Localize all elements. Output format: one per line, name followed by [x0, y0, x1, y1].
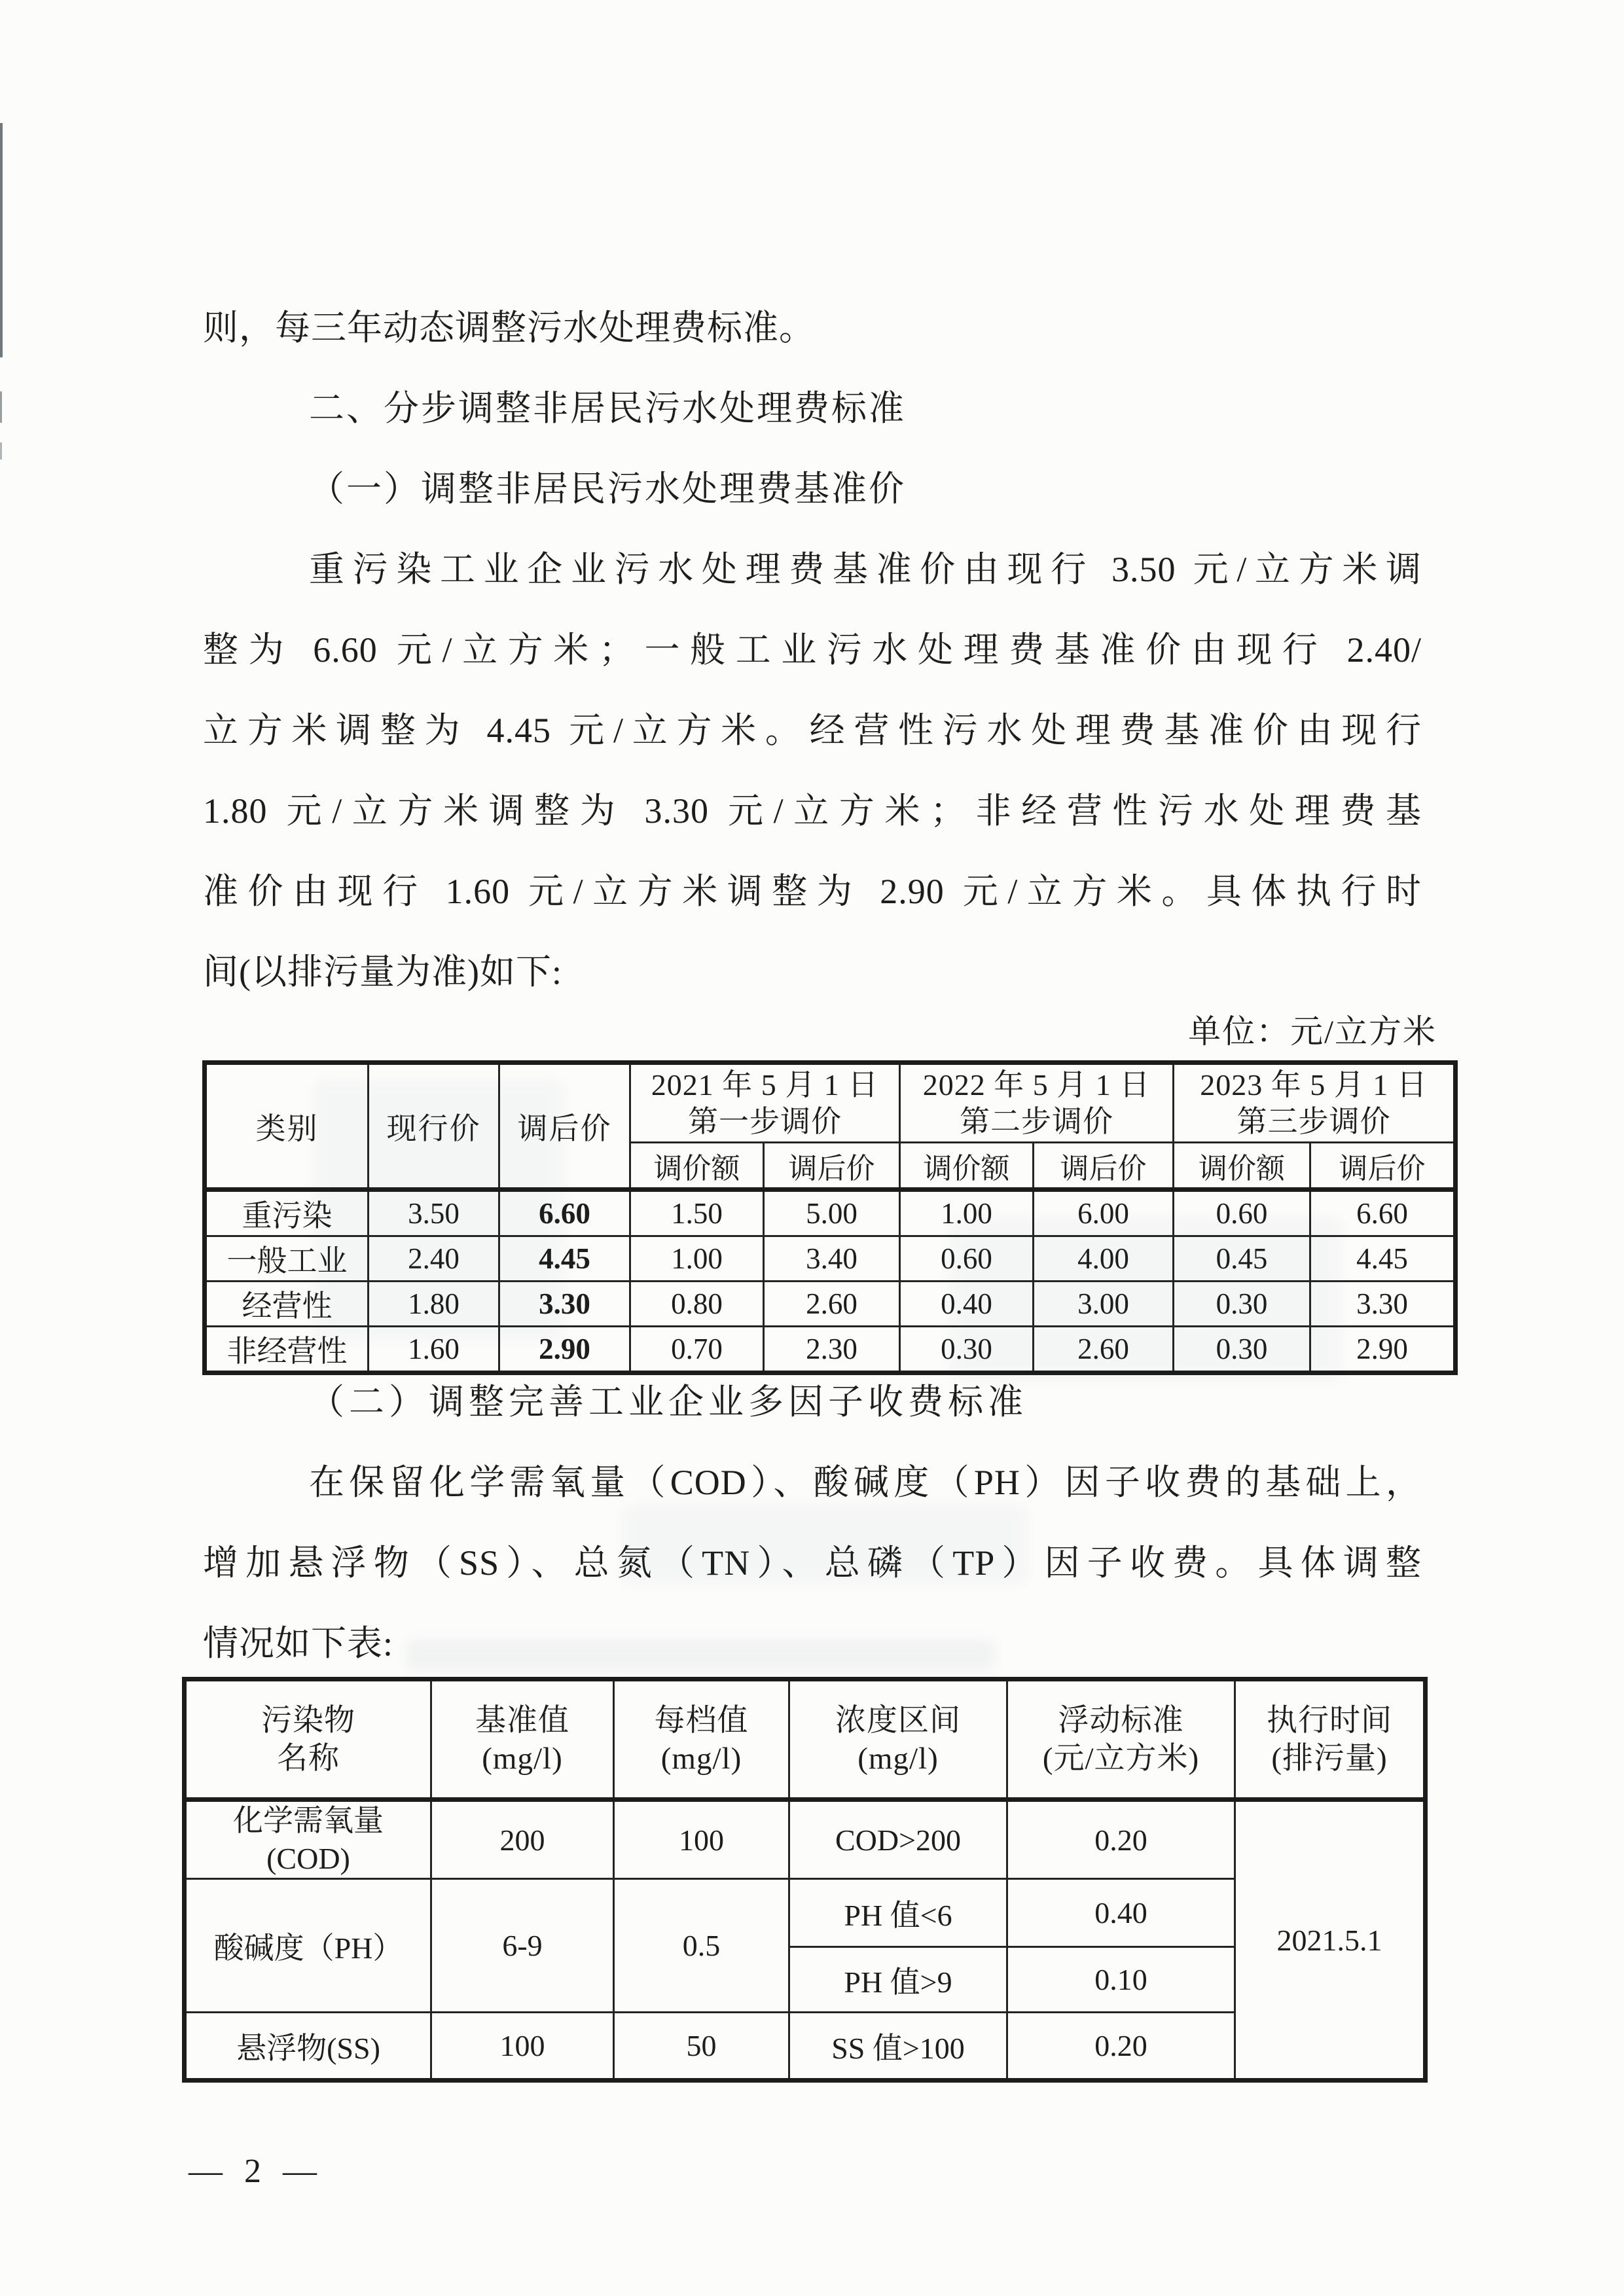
t1-cell: 6.60: [1310, 1190, 1456, 1236]
t2-cell: 6-9: [431, 1879, 614, 2013]
heading-section-2-2: （二）调整完善工业企业多因子收费标准: [309, 1382, 1028, 1422]
t2-cell-cod-name: [185, 1800, 431, 1879]
t2-header-line: (mg/l): [482, 1741, 563, 1776]
t1-header-category: 类别: [205, 1063, 369, 1190]
page-number: — 2 —: [189, 2153, 323, 2190]
t1-cell: 2.60: [1034, 1327, 1174, 1373]
t1-cell: 3.30: [499, 1282, 630, 1327]
t2-header-base: [431, 1679, 614, 1800]
t1-cell: 1.00: [630, 1236, 764, 1282]
table-row: [205, 1236, 1456, 1282]
t1-subheader-amount: 调价额: [630, 1143, 764, 1190]
t1-header-current: 现行价: [369, 1063, 499, 1190]
t1-cell: 4.45: [1310, 1236, 1456, 1282]
t2-header-line: (排污量): [1271, 1741, 1388, 1776]
t1-cell: 0.30: [900, 1327, 1034, 1373]
t1-cell: 一般工业: [205, 1236, 369, 1282]
text-line: 增加悬浮物（SS）、总氮（TN）、总磷（TP）因子收费。具体调整: [203, 1543, 1422, 1583]
t1-header-step3: [1174, 1063, 1456, 1143]
t1-cell: 0.70: [630, 1327, 764, 1373]
t2-cell: 100: [431, 2013, 614, 2081]
t1-subheader-after: 调后价: [1310, 1143, 1456, 1190]
t1-cell: 3.00: [1034, 1282, 1174, 1327]
heading-section-2: 二、分步调整非居民污水处理费标准: [309, 389, 906, 428]
t1-cell: 6.60: [499, 1190, 630, 1236]
t2-cell: 0.20: [1007, 2013, 1235, 2081]
t1-cell: 0.30: [1174, 1327, 1310, 1373]
t1-cell: 2.40: [369, 1236, 499, 1282]
t2-header-tier: [614, 1679, 789, 1800]
body-text-block-1: [203, 288, 1422, 1013]
text-line: 整为 6.60 元/立方米；一般工业污水处理费基准价由现行 2.40/: [203, 630, 1422, 670]
t1-cell: 2.90: [1310, 1327, 1456, 1373]
t2-header-line: 执行时间: [1267, 1703, 1392, 1738]
t2-cell-line: 化学需氧量: [233, 1804, 384, 1837]
t2-header-line: 浮动标准: [1058, 1703, 1184, 1738]
t2-header-line: (元/立方米): [1042, 1741, 1200, 1776]
t1-cell: 3.30: [1310, 1282, 1456, 1327]
body-text-block-2: [203, 1362, 1422, 1684]
t2-header-line: 浓度区间: [835, 1703, 961, 1738]
t1-cell: 3.50: [369, 1190, 499, 1236]
t1-subheader-after: 调后价: [1034, 1143, 1174, 1190]
t1-step3-name: 第三步调价: [1236, 1104, 1391, 1138]
t2-cell-line: (COD): [266, 1842, 350, 1875]
t1-cell: 重污染: [205, 1190, 369, 1236]
t1-subheader-after: 调后价: [764, 1143, 900, 1190]
t1-cell: 6.00: [1034, 1190, 1174, 1236]
t2-header-exec-time: [1235, 1679, 1426, 1800]
t1-cell: 1.00: [900, 1190, 1034, 1236]
t1-cell: 1.60: [369, 1327, 499, 1373]
t2-cell: PH 值<6: [789, 1879, 1007, 1947]
table-row: [205, 1282, 1456, 1327]
t2-header-line: (mg/l): [857, 1741, 939, 1776]
t1-step2-name: 第二步调价: [960, 1104, 1113, 1138]
t1-cell: 经营性: [205, 1282, 369, 1327]
text-line: 情况如下表:: [203, 1624, 394, 1663]
text-line: 重污染工业企业污水处理费基准价由现行 3.50 元/立方米调: [309, 550, 1422, 589]
text-line: 间(以排污量为准)如下:: [203, 952, 562, 992]
t2-header-line: 名称: [277, 1741, 340, 1776]
t1-header-step1: [630, 1063, 900, 1143]
t1-subheader-amount: 调价额: [1174, 1143, 1310, 1190]
multi-factor-fee-table: [182, 1677, 1428, 2083]
t1-cell: 2.90: [499, 1327, 630, 1373]
t2-cell: PH 值>9: [789, 1947, 1007, 2013]
t2-cell: 0.5: [614, 1879, 789, 2013]
t1-cell: 4.00: [1034, 1236, 1174, 1282]
t2-cell: 200: [431, 1800, 614, 1879]
t1-cell: 5.00: [764, 1190, 900, 1236]
t2-cell-ss-name: 悬浮物(SS): [185, 2013, 431, 2081]
table-row-cod: [185, 1800, 1426, 1879]
t1-cell: 0.80: [630, 1282, 764, 1327]
t2-header-line: 每档值: [654, 1703, 749, 1738]
t2-cell: 0.20: [1007, 1800, 1235, 1879]
t1-subheader-amount: 调价额: [900, 1143, 1034, 1190]
t1-header-adjusted: 调后价: [499, 1063, 630, 1190]
t2-cell: 0.40: [1007, 1879, 1235, 1947]
t1-header-step2: [900, 1063, 1174, 1143]
t2-cell: 100: [614, 1800, 789, 1879]
text-line: 准价由现行 1.60 元/立方米调整为 2.90 元/立方米。具体执行时: [203, 872, 1422, 911]
table-row: [205, 1190, 1456, 1236]
t1-cell: 2.30: [764, 1327, 900, 1373]
t1-cell: 2.60: [764, 1282, 900, 1327]
t1-step1-date: 2021 年 5 月 1 日: [651, 1067, 879, 1102]
t2-header-line: 基准值: [475, 1703, 569, 1738]
t1-step1-name: 第一步调价: [688, 1104, 842, 1138]
t1-cell: 4.45: [499, 1236, 630, 1282]
t1-cell: 非经营性: [205, 1327, 369, 1373]
t1-cell: 0.60: [1174, 1190, 1310, 1236]
table1-unit-label: 单位：元/立方米: [1188, 1013, 1437, 1050]
scan-artifact-edge-tick: [0, 391, 2, 423]
t1-step2-date: 2022 年 5 月 1 日: [922, 1067, 1151, 1102]
t1-cell: 0.30: [1174, 1282, 1310, 1327]
t2-header-pollutant: [185, 1679, 431, 1800]
t1-cell: 1.80: [369, 1282, 499, 1327]
t1-cell: 0.40: [900, 1282, 1034, 1327]
t2-cell: COD>200: [789, 1800, 1007, 1879]
text-line: 1.80 元/立方米调整为 3.30 元/立方米；非经营性污水处理费基: [203, 791, 1422, 831]
t1-cell: 3.40: [764, 1236, 900, 1282]
t2-cell-ph-name: 酸碱度（PH）: [185, 1879, 431, 2013]
heading-section-2-1: （一）调整非居民污水处理费基准价: [309, 469, 906, 509]
text-line: 立方米调整为 4.45 元/立方米。经营性污水处理费基准价由现行: [203, 711, 1422, 750]
price-adjustment-table: [202, 1060, 1458, 1375]
scan-artifact-edge-line: [0, 123, 3, 357]
t2-cell: 50: [614, 2013, 789, 2081]
t2-header-floating: [1007, 1679, 1235, 1800]
t1-cell: 0.45: [1174, 1236, 1310, 1282]
scan-artifact-edge-tick: [0, 442, 2, 459]
t2-cell-exec-time: 2021.5.1: [1235, 1800, 1426, 2081]
t2-header-line: 污染物: [261, 1703, 355, 1738]
text-line: 则，每三年动态调整污水处理费标准。: [203, 308, 815, 348]
t1-cell: 0.60: [900, 1236, 1034, 1282]
t2-cell: 0.10: [1007, 1947, 1235, 2013]
text-line: 在保留化学需氧量（COD）、酸碱度（PH）因子收费的基础上，: [309, 1463, 1422, 1502]
t2-header-range: [789, 1679, 1007, 1800]
t1-step3-date: 2023 年 5 月 1 日: [1200, 1067, 1428, 1102]
t1-cell: 1.50: [630, 1190, 764, 1236]
t2-cell: SS 值>100: [789, 2013, 1007, 2081]
t2-header-line: (mg/l): [660, 1741, 742, 1776]
